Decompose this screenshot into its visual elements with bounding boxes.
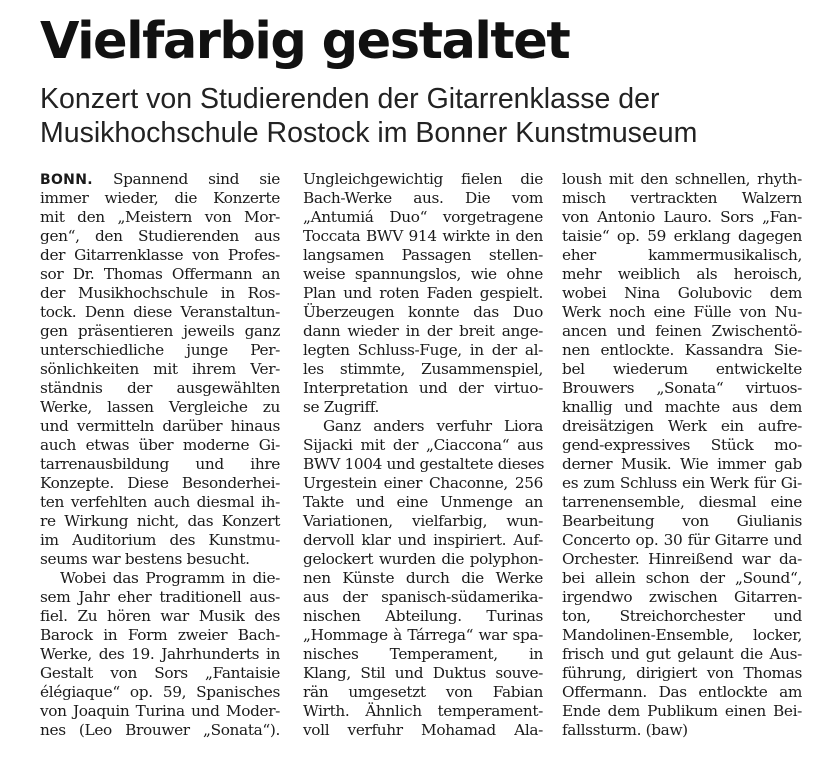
- article-text-line: Werke, des 19. Jahrhunderts in: [40, 645, 280, 663]
- article-text-line: Werke, lassen Vergleiche zu: [40, 398, 280, 416]
- article-text-line: Concerto op. 30 für Gitarre und: [562, 531, 802, 549]
- article-text-line: loush mit den schnellen, rhyth-: [562, 170, 802, 188]
- article-text-line: dervoll klar und inspiriert. Auf-: [303, 531, 543, 549]
- article-text-line: Gestalt von Sors „Fantaisie: [40, 664, 280, 682]
- article-text-line: „Hommage à Tárrega“ war spa-: [303, 626, 543, 644]
- article-text-line: Interpretation und der virtuo-: [303, 379, 543, 397]
- article-text-line: Barock in Form zweier Bach-: [40, 626, 280, 644]
- article-text-line: Sijacki mit der „Ciaccona“ aus: [303, 436, 543, 454]
- article-text-line: Plan und roten Faden gespielt.: [303, 284, 543, 302]
- article-text-line: rän umgesetzt von Fabian: [303, 683, 543, 701]
- article-text-line: Brouwers „Sonata“ virtuos-: [562, 379, 802, 397]
- article-text-line: und vermitteln darüber hinaus: [40, 417, 280, 435]
- article-text-line: Überzeugen konnte das Duo: [303, 303, 543, 321]
- article-text-line: Wirth. Ähnlich temperament-: [303, 702, 543, 720]
- article-text-line: nes (Leo Brouwer „Sonata“).: [40, 721, 280, 739]
- article-text-line: mit den „Meistern von Mor-: [40, 208, 280, 226]
- article-text-line: misch vertrackten Walzern: [562, 189, 802, 207]
- subheadline-line: Konzert von Studierenden der Gitarrenklasse der: [40, 83, 660, 115]
- article-column-2: [303, 170, 543, 740]
- article-text-line: ständnis der ausgewählten: [40, 379, 280, 397]
- article-text-line: eher kammermusikalisch,: [562, 246, 802, 264]
- article-text-line: weise spannungslos, wie ohne: [303, 265, 543, 283]
- article-text-line: sor Dr. Thomas Offermann an: [40, 265, 280, 283]
- article-text-line: tarrenausbildung und ihre: [40, 455, 280, 473]
- article-text-line: Urgestein einer Chaconne, 256: [303, 474, 543, 492]
- article-text-line: Toccata BWV 914 wirkte in den: [303, 227, 543, 245]
- article-text-line: auch etwas über moderne Gi-: [40, 436, 280, 454]
- article-text-line: legten Schluss-Fuge, in der al-: [303, 341, 543, 359]
- article-text-line: im Auditorium des Kunstmu-: [40, 531, 280, 549]
- article-text-line: bel wiederum entwickelte: [562, 360, 802, 378]
- article-text-line: sönlichkeiten mit ihrem Ver-: [40, 360, 280, 378]
- article-text-line: élégiaque“ op. 59, Spanisches: [40, 683, 280, 701]
- headline: Vielfarbig gestaltet: [40, 12, 570, 71]
- article-text-line: Bach-Werke aus. Die vom: [303, 189, 543, 207]
- article-text-line: aus der spanisch-südamerika-: [303, 588, 543, 606]
- article-text-line: fiel. Zu hören war Musik des: [40, 607, 280, 625]
- article-text-line: es zum Schluss ein Werk für Gi-: [562, 474, 802, 492]
- article-text-line: Takte und eine Unmenge an: [303, 493, 543, 511]
- article-text-line: dreisätzigen Werk ein aufre-: [562, 417, 802, 435]
- article-text-line: Mandolinen-Ensemble, locker,: [562, 626, 802, 644]
- article-text-line: gend-expressives Stück mo-: [562, 436, 802, 454]
- article-text-line: Orchester. Hinreißend war da-: [562, 550, 802, 568]
- article-text-line: fallssturm. (baw): [562, 721, 688, 739]
- article-text-line: Ende dem Publikum einen Bei-: [562, 702, 802, 720]
- article-text-line: wobei Nina Golubovic dem: [562, 284, 802, 302]
- article-text-line: se Zugriff.: [303, 398, 380, 416]
- article-text-line: taisie“ op. 59 erklang dagegen: [562, 227, 802, 245]
- article-text-line: von Joaquin Turina und Moder-: [40, 702, 280, 720]
- article-text-line: von Antonio Lauro. Sors „Fan-: [562, 208, 802, 226]
- article-text-line: gen präsentieren jeweils ganz: [40, 322, 280, 340]
- article-text-line: nen Künste durch die Werke: [303, 569, 543, 587]
- article-text-line: Ungleichgewichtig fielen die: [303, 170, 543, 188]
- article-text-line: ancen und feinen Zwischentö-: [562, 322, 802, 340]
- article-text-line: nisches Temperament, in: [303, 645, 543, 663]
- article-text-line: langsamen Passagen stellen-: [303, 246, 543, 264]
- article-text-line: Ganz anders verfuhr Liora: [323, 417, 543, 435]
- article-text-line: Klang, Stil und Duktus souve-: [303, 664, 543, 682]
- subheadline-line: Musikhochschule Rostock im Bonner Kunstmuseum: [40, 117, 698, 149]
- article-text-line: der Gitarrenklasse von Profes-: [40, 246, 280, 264]
- article-text-line: Wobei das Programm in die-: [60, 569, 280, 587]
- article-text-line: tock. Denn diese Veranstaltun-: [40, 303, 280, 321]
- article-text-line: gelockert wurden die polyphon-: [303, 550, 543, 568]
- article-text-line: les stimmte, Zusammenspiel,: [303, 360, 543, 378]
- article-text-line: immer wieder, die Konzerte: [40, 189, 280, 207]
- article-text-line: unterschiedliche junge Per-: [40, 341, 280, 359]
- article-text-line: gen“, den Studierenden aus: [40, 227, 280, 245]
- article-text-line: [40, 170, 280, 189]
- article-text-line: seums war bestens besucht.: [40, 550, 250, 568]
- article-text-line: irgendwo zwischen Gitarren-: [562, 588, 802, 606]
- article-text-line: bei allein schon der „Sound“,: [562, 569, 802, 587]
- article-text-line: Bearbeitung von Giulianis: [562, 512, 802, 530]
- article-text-line: „Antumiá Duo“ vorgetragene: [303, 208, 543, 226]
- article-text-line: sem Jahr eher traditionell aus-: [40, 588, 280, 606]
- article-text-line: ton, Streichorchester und: [562, 607, 802, 625]
- article-column-1: [40, 170, 280, 740]
- article-text-line: re Wirkung nicht, das Konzert: [40, 512, 280, 530]
- dateline: BONN.: [40, 172, 93, 188]
- article-text-line: mehr weiblich als heroisch,: [562, 265, 802, 283]
- article-text-fragment: Spannend sind sie: [92, 170, 280, 188]
- article-column-3: [562, 170, 802, 740]
- subheadline: [40, 82, 800, 150]
- article-text-line: derner Musik. Wie immer gab: [562, 455, 802, 473]
- article-text-line: voll verfuhr Mohamad Ala-: [303, 721, 543, 739]
- article-text-line: Offermann. Das entlockte am: [562, 683, 802, 701]
- article-text-line: Konzepte. Diese Besonderhei-: [40, 474, 280, 492]
- article-text-line: Variationen, vielfarbig, wun-: [303, 512, 543, 530]
- article-text-line: frisch und gut gelaunt die Aus-: [562, 645, 802, 663]
- article-text-line: ten verfehlten auch diesmal ih-: [40, 493, 280, 511]
- article-text-line: tarrenensemble, diesmal eine: [562, 493, 802, 511]
- article-text-line: nischen Abteilung. Turinas: [303, 607, 543, 625]
- article-text-line: führung, dirigiert von Thomas: [562, 664, 802, 682]
- article-text-line: nen entlockte. Kassandra Sie-: [562, 341, 802, 359]
- article-text-line: der Musikhochschule in Ros-: [40, 284, 280, 302]
- article-text-line: Werk noch eine Fülle von Nu-: [562, 303, 802, 321]
- article-text-line: knallig und machte aus dem: [562, 398, 802, 416]
- article-text-line: dann wieder in der breit ange-: [303, 322, 543, 340]
- article-text-line: BWV 1004 und gestaltete dieses: [303, 455, 545, 473]
